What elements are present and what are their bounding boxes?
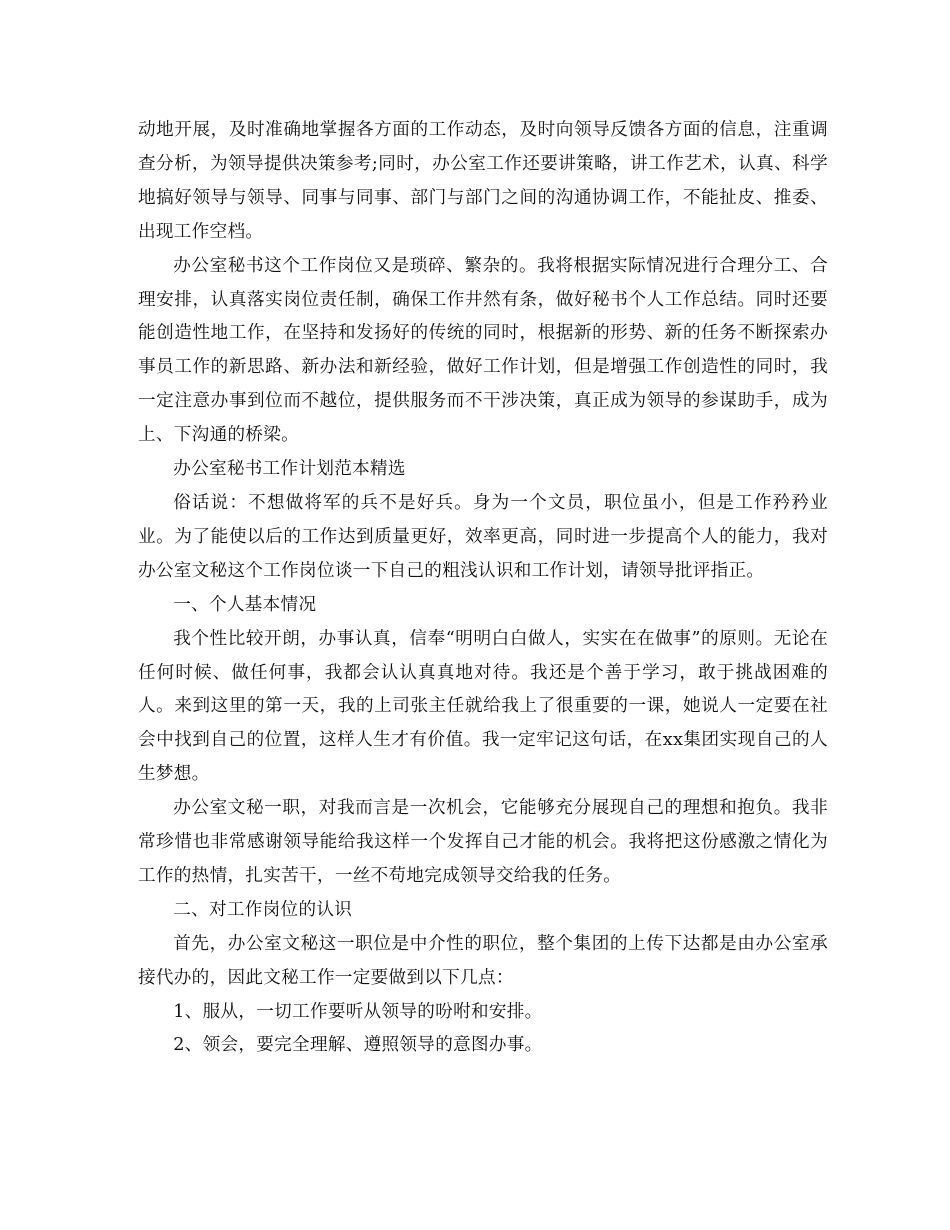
paragraph-continuation: 动地开展，及时准确地掌握各方面的工作动态，及时向领导反馈各方面的信息，注重调查分析，为领导提供决策参考;同时，办公室工作还要讲策略，讲工作艺术，认真、科学地搞好领导与领导、同事与同事、部门与部门之间的沟通协调工作，不能扯皮、推委、出现工作空档。 — [138, 120, 828, 242]
paragraph-opportunity: 办公室文秘一职，对我而言是一次机会，它能够充分展现自己的理想和抱负。我非常珍惜也非常感谢领导能给我这样一个发挥自己才能的机会。我将把这份感激之情化为工作的热情，扎实苦干，一丝不苟地完成领导交给我的任务。 — [138, 798, 828, 886]
heading-job-understanding: 二、对工作岗位的认识 — [173, 899, 353, 920]
document-body — [138, 114, 828, 1063]
paragraph-personality: 我个性比较开朗，办事认真，信奉“明明白白做人，实实在在做事”的原则。无论在任何时候、做任何事，我都会认认真真地对待。我还是个善于学习，敢于挑战困难的人。来到这里的第一天，我的上司张主任就给我上了很重要的一课，她说人一定要在社会中找到自己的位置，这样人生才有价值。我一定牢记这句话，在xx集团实现自己的人生梦想。 — [138, 628, 828, 785]
section-title-plan-sample: 办公室秘书工作计划范本精选 — [173, 459, 406, 480]
list-item-obey: 1、服从，一切工作要听从领导的吩咐和安排。 — [173, 1001, 543, 1022]
paragraph-intermediary-role: 首先，办公室文秘这一职位是中介性的职位，整个集团的上传下达都是由办公室承接代办的，因此文秘工作一定要做到以下几点： — [138, 933, 828, 988]
heading-personal-info: 一、个人基本情况 — [173, 594, 317, 615]
paragraph-proverb-intro: 俗话说：不想做将军的兵不是好兵。身为一个文员，职位虽小，但是工作矜矜业业。为了能使以后的工作达到质量更好，效率更高，同时进一步提高个人的能力，我对办公室文秘这个工作岗位谈一下自己的粗浅认识和工作计划，请领导批评指正。 — [138, 492, 828, 581]
paragraph-secretary-duties: 办公室秘书这个工作岗位又是琐碎、繁杂的。我将根据实际情况进行合理分工、合理安排，认真落实岗位责任制，确保工作井然有条，做好秘书个人工作总结。同时还要能创造性地工作，在坚持和发扬好的传统的同时，根据新的形势、新的任务不断探索办事员工作的新思路、新办法和新经验，做好工作计划，但是增强工作创造性的同时，我一定注意办事到位而不越位，提供服务而不干涉决策，真正成为领导的参谋助手，成为上、下沟通的桥梁。 — [138, 255, 828, 446]
list-item-understand: 2、领会，要完全理解、遵照领导的意图办事。 — [173, 1035, 543, 1056]
